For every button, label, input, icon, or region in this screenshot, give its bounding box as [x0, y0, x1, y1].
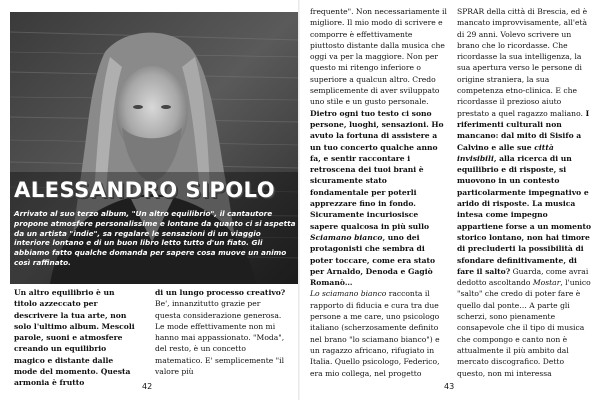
question-text-end: , uno dei protagonisti che sembra di poter toccare, come era stato per Arnaldo, Denoda e Gagiò Romanò… — [310, 232, 436, 288]
question-book-title: città invisibili — [457, 142, 554, 163]
question-song-title: Sciamano bianco — [310, 232, 383, 242]
answer-song-title: Mostar — [532, 278, 561, 288]
answer-text-end: , l'unico "salto" che credo di poter fare è quello dal ponte… A parte gli scherzi, sono pienamente consapevole che il tipo di musica che compongo e canto non è attualmente il più ambito dal mercato discografico. Detto questo, non mi interessa — [457, 278, 591, 378]
question-text-end: , alla ricerca di un equilibrio e di risposte, si muovono in un contesto particolarmente impegnativo e arido di risposte. La musica intesa come impegno appartiene forse a un momento storico lontano, non hai timore di precluderti la possibilità di sfondare definitivamente, di fare il salto? — [457, 153, 592, 276]
answer-text: Be', innanzitutto grazie per questa considerazione generosa. Le mode effettivamente non mi hanno mai appassionato. "Moda", del resto, è un concetto matematico. E' semplicemente "il valore più — [155, 299, 285, 377]
answer-text: SPRAR della città di Brescia, ed è mancato improvvisamente, all'età di 29 anni. Volevo scrivere un brano che lo ricordasse. Che ricordasse la sua intelligenza, la sua apertura verso le persone di origine straniera, la sua competenza etno-clinica. E che ricordasse il prezioso aiuto prestato a quel ragazzo maliano. — [457, 7, 588, 118]
column-4-paragraph — [457, 6, 593, 379]
column-3-answer — [310, 288, 448, 378]
answer-text-start: Guarda, come avrai dedotto ascoltando — [457, 266, 589, 288]
answer-text: racconta il rapporto di fiducia e cura tra due persone a me care, uno psicologo italiano (scherzosamente definito nel brano "lo sciamano bianco") e un ragazzo africano, rifugiato in Italia. Quello psicologo, Federico, era mio collega, nel progetto — [310, 289, 440, 378]
article-intro: Arrivato al suo terzo album, "Un altro equilibrio", il cantautore propone atmosfere personalissime e lontane da quanto ci si aspetta da un artista "indie", sa regalare le sensazioni di un viaggio interiore lontano e di un buon libro letto tutto d'un fiato. Gli abbiamo fatto qualche domanda per sapere cosa muove un animo così raffinato. — [14, 209, 296, 267]
article-column-3 — [310, 6, 448, 379]
page-number-left: 42 — [142, 382, 153, 391]
question-text: I riferimenti culturali non mancano: dal mito di Sisifo a Calvino e alle sue — [457, 108, 590, 152]
answer-song-title: Lo sciamano bianco — [310, 289, 387, 299]
article-title: ALESSANDRO SIPOLO — [14, 178, 276, 202]
page-number-right: 43 — [444, 382, 455, 391]
column-3-paragraph — [310, 6, 448, 288]
article-column-1 — [14, 287, 139, 389]
column-1-text: Un altro equilibrio è un titolo azzeccato per descrivere la tua arte, non solo l'ultimo album. Mescoli parole, suoni e atmosfere creando un equilibrio magico e distante dalle mode del momento. Questa armonia è frutto — [14, 288, 135, 388]
question-text: Dietro ogni tuo testo ci sono persone, luoghi, sensazioni. Ho avuto la fortuna di assistere a un tuo concerto qualche anno fa, e sentir raccontare i retroscena dei tuoi brani è sicuramente stato fondamentale per poterli apprezzare fino in fondo. Sicuramente incuriosisce sapere qualcosa in più sullo — [310, 108, 444, 231]
article-column-4 — [457, 6, 593, 379]
column-2-paragraph — [155, 287, 287, 377]
right-page — [300, 0, 600, 400]
article-column-2 — [155, 287, 287, 377]
answer-text: frequente". Non necessariamente il migliore. Il mio modo di scrivere e comporre è effettivamente piuttosto distante dalla musica che oggi va per la maggiore. Non per questo mi ritengo inferiore o superiore a qualcun altro. Credo semplicemente di aver sviluppato uno stile e un gusto personale. — [310, 7, 447, 107]
question-text: di un lungo processo creativo? — [155, 288, 286, 297]
